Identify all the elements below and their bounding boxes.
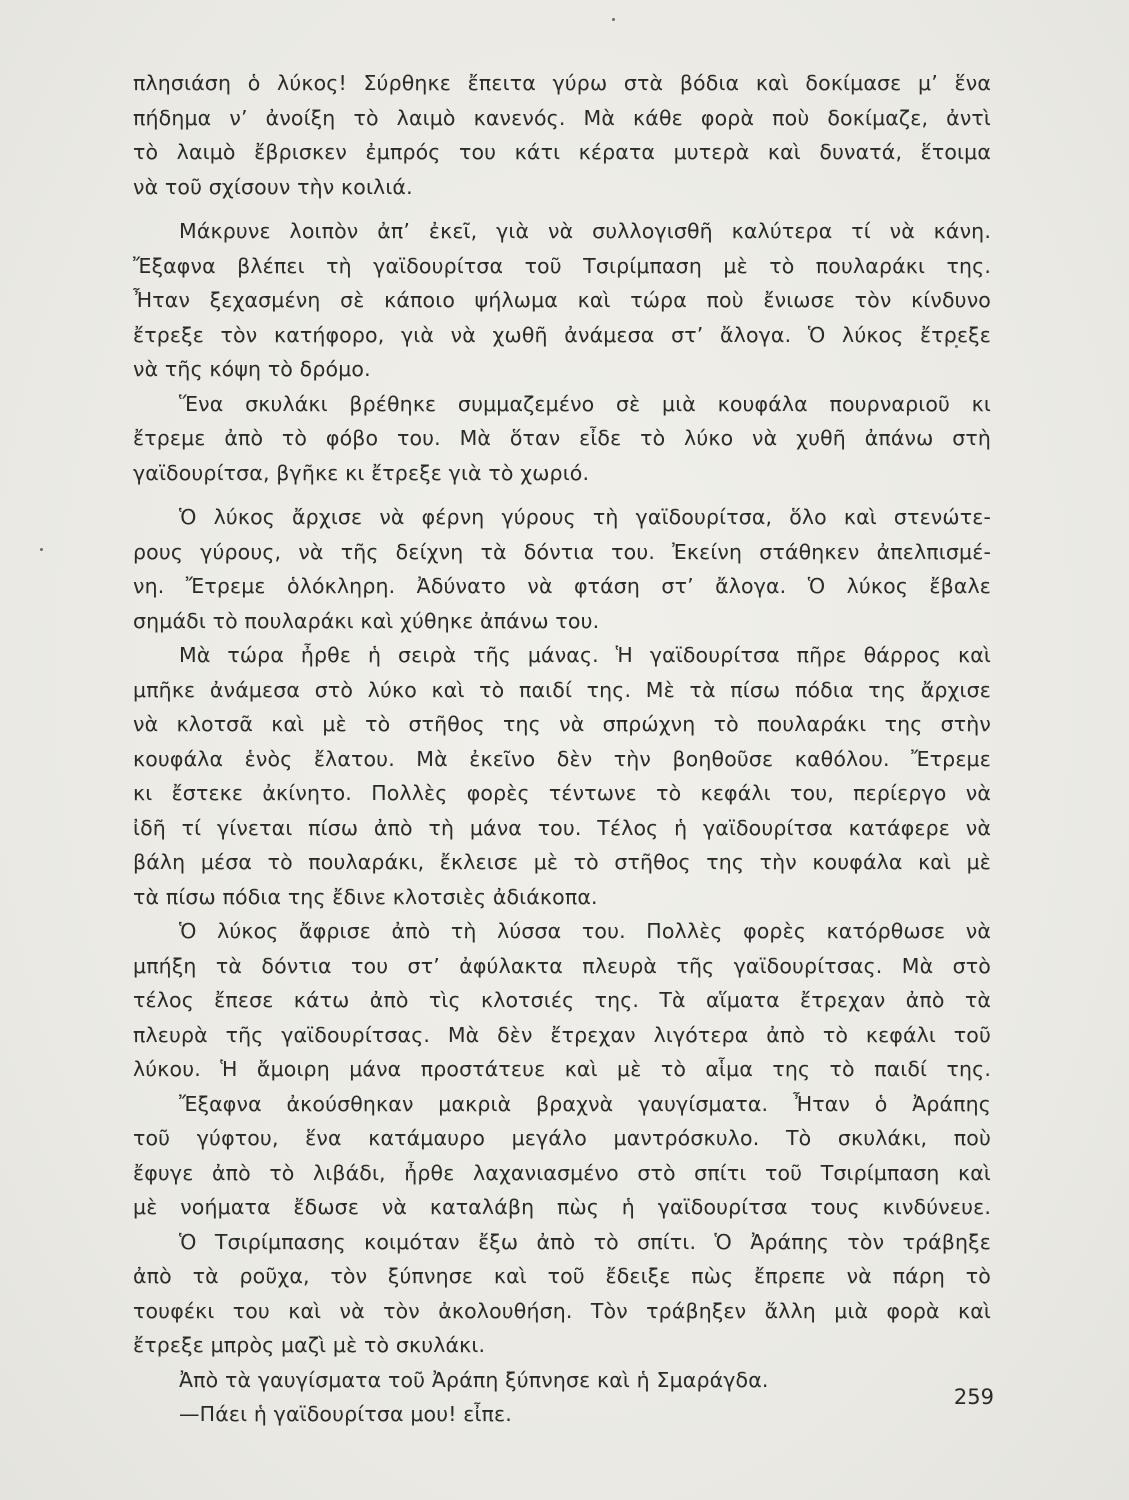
body-text (133, 66, 991, 1432)
text-line: Ὁ λύκος ἄρχισε νὰ φέρνη γύρους τὴ γαϊδουρίτσα, ὅλο καὶ στενώτε- (179, 505, 991, 529)
text-line: πλησιάση ὁ λύκος! Σύρθηκε ἔπειτα γύρω στὰ βόδια καὶ δοκίμασε μ’ ἕνα (133, 71, 991, 95)
text-line: —Πάει ἡ γαϊδουρίτσα μου! εἶπε. (179, 1402, 512, 1426)
text-line: Ὁ Τσιρίμπασης κοιμόταν ἔξω ἀπὸ τὸ σπίτι. Ὁ Ἀράπης τὸν τράβηξε (179, 1229, 991, 1254)
text-line: Μάκρυνε λοιπὸν ἀπ’ ἐκεῖ, γιὰ νὰ συλλογισθῆ καλύτερα τί νὰ κάνη. (179, 219, 991, 243)
text-line: ἰδῆ τί γίνεται πίσω ἀπὸ τὴ μάνα του. Τέλος ἡ γαϊδουρίτσα κατάφερε νὰ (133, 815, 991, 840)
text-line: γαϊδουρίτσα, βγῆκε κι ἔτρεξε γιὰ τὸ χωριό. (133, 460, 590, 485)
text-line: βάλη μέσα τὸ πουλαράκι, ἔκλεισε μὲ τὸ στῆθος της τὴν κουφάλα καὶ μὲ (133, 850, 991, 874)
text-line: πλευρὰ τῆς γαϊδουρίτσας. Μὰ δὲν ἔτρεχαν λιγότερα ἀπὸ τὸ κεφάλι τοῦ (133, 1022, 991, 1047)
text-line: ἔτρεμε ἀπὸ τὸ φόβο του. Μὰ ὅταν εἶδε τὸ λύκο νὰ χυθῆ ἀπάνω στὴ (133, 426, 991, 450)
text-line: νὰ τῆς κόψη τὸ δρόμο. (133, 357, 371, 381)
text-line: Ἕνα σκυλάκι βρέθηκε συμμαζεμένο σὲ μιὰ κουφάλα πουρναριοῦ κι (179, 391, 991, 416)
text-line: Ἔξαφνα βλέπει τὴ γαϊδουρίτσα τοῦ Τσιρίμπαση μὲ τὸ πουλαράκι της. (133, 253, 991, 278)
text-line: Ἔξαφνα ἀκούσθηκαν μακριὰ βραχνὰ γαυγίσματα. Ἦταν ὁ Ἀράπης (179, 1091, 991, 1116)
page-number: 259 (953, 1385, 994, 1409)
text-line: τοῦ γύφτου, ἕνα κατάμαυρο μεγάλο μαντρόσκυλο. Τὸ σκυλάκι, ποὺ (133, 1126, 991, 1150)
text-line: νη. Ἔτρεμε ὁλόκληρη. Ἀδύνατο νὰ φτάση στ’ ἄλογα. Ὁ λύκος ἔβαλε (133, 574, 991, 598)
text-line: μὲ νοήματα ἔδωσε νὰ καταλάβη πὼς ἡ γαϊδουρίτσα τους κινδύνευε. (133, 1195, 991, 1219)
text-line: ἔφυγε ἀπὸ τὸ λιβάδι, ἦρθε λαχανιασμένο στὸ σπίτι τοῦ Τσιρίμπαση καὶ (133, 1160, 991, 1185)
text-line: τὰ πίσω πόδια της ἔδινε κλοτσιὲς ἀδιάκοπα. (133, 884, 598, 909)
text-line: τέλος ἔπεσε κάτω ἀπὸ τὶς κλοτσιές της. Τὰ αἵματα ἔτρεχαν ἀπὸ τὰ (133, 988, 991, 1012)
text-line: λύκου. Ἡ ἄμοιρη μάνα προστάτευε καὶ μὲ τὸ αἷμα της τὸ παιδί της. (133, 1057, 991, 1081)
text-line: κουφάλα ἑνὸς ἔλατου. Μὰ ἐκεῖνο δὲν τὴν βοηθοῦσε καθόλου. Ἔτρεμε (133, 746, 991, 771)
text-line: νὰ τοῦ σχίσουν τὴν κοιλιά. (133, 174, 413, 199)
text-line: μπήξη τὰ δόντια του στ’ ἀφύλακτα πλευρὰ τῆς γαϊδουρίτσας. Μὰ στὸ (133, 953, 991, 978)
text-line: τουφέκι του καὶ νὰ τὸν ἀκολουθήση. Τὸν τράβηξεν ἄλλη μιὰ φορὰ καὶ (133, 1298, 991, 1323)
text-line: ἀπὸ τὰ ροῦχα, τὸν ξύπνησε καὶ τοῦ ἔδειξε πὼς ἔπρεπε νὰ πάρη τὸ (133, 1264, 991, 1288)
text-line: Ὁ λύκος ἄφρισε ἀπὸ τὴ λύσσα του. Πολλὲς φορὲς κατόρθωσε νὰ (179, 919, 991, 943)
text-line: μπῆκε ἀνάμεσα στὸ λύκο καὶ τὸ παιδί της. Μὲ τὰ πίσω πόδια της ἄρχισε (133, 677, 991, 702)
text-line: ἔτρεξε μπρὸς μαζὶ μὲ τὸ σκυλάκι. (133, 1333, 486, 1357)
text-line: πήδημα ν’ ἀνοίξη τὸ λαιμὸ κανενός. Μὰ κάθε φορὰ ποὺ δοκίμαζε, ἀντὶ (133, 105, 991, 130)
text-line: κι ἔστεκε ἀκίνητο. Πολλὲς φορὲς τέντωνε τὸ κεφάλι του, περίεργο νὰ (133, 781, 991, 805)
text-line: ρους γύρους, νὰ τῆς δείχνη τὰ δόντια του. Ἐκείνη στάθηκεν ἀπελπισμέ- (133, 539, 991, 564)
speck-mark (40, 548, 43, 551)
text-line: σημάδι τὸ πουλαράκι καὶ χύθηκε ἀπάνω του. (133, 608, 600, 633)
text-line: Ἦταν ξεχασμένη σὲ κάποιο ψήλωμα καὶ τώρα ποὺ ἔνιωσε τὸν κίνδυνο (133, 288, 991, 312)
text-line: ἔτρεξε τὸν κατήφορο, γιὰ νὰ χωθῆ ἀνάμεσα στ’ ἄλογα. Ὁ λύκος ἔτρεξε (133, 322, 991, 347)
text-line: νὰ κλοτσᾶ καὶ μὲ τὸ στῆθος της νὰ σπρώχνη τὸ πουλαράκι της στὴν (133, 712, 991, 736)
text-line: Μὰ τώρα ἦρθε ἡ σειρὰ τῆς μάνας. Ἡ γαϊδουρίτσα πῆρε θάρρος καὶ (179, 643, 991, 667)
speck-mark (612, 18, 615, 21)
text-line: τὸ λαιμὸ ἔβρισκεν ἐμπρός του κάτι κέρατα μυτερὰ καὶ δυνατά, ἕτοιμα (133, 140, 991, 164)
text-line: Ἀπὸ τὰ γαυγίσματα τοῦ Ἀράπη ξύπνησε καὶ ἡ Σμαράγδα. (179, 1367, 769, 1392)
